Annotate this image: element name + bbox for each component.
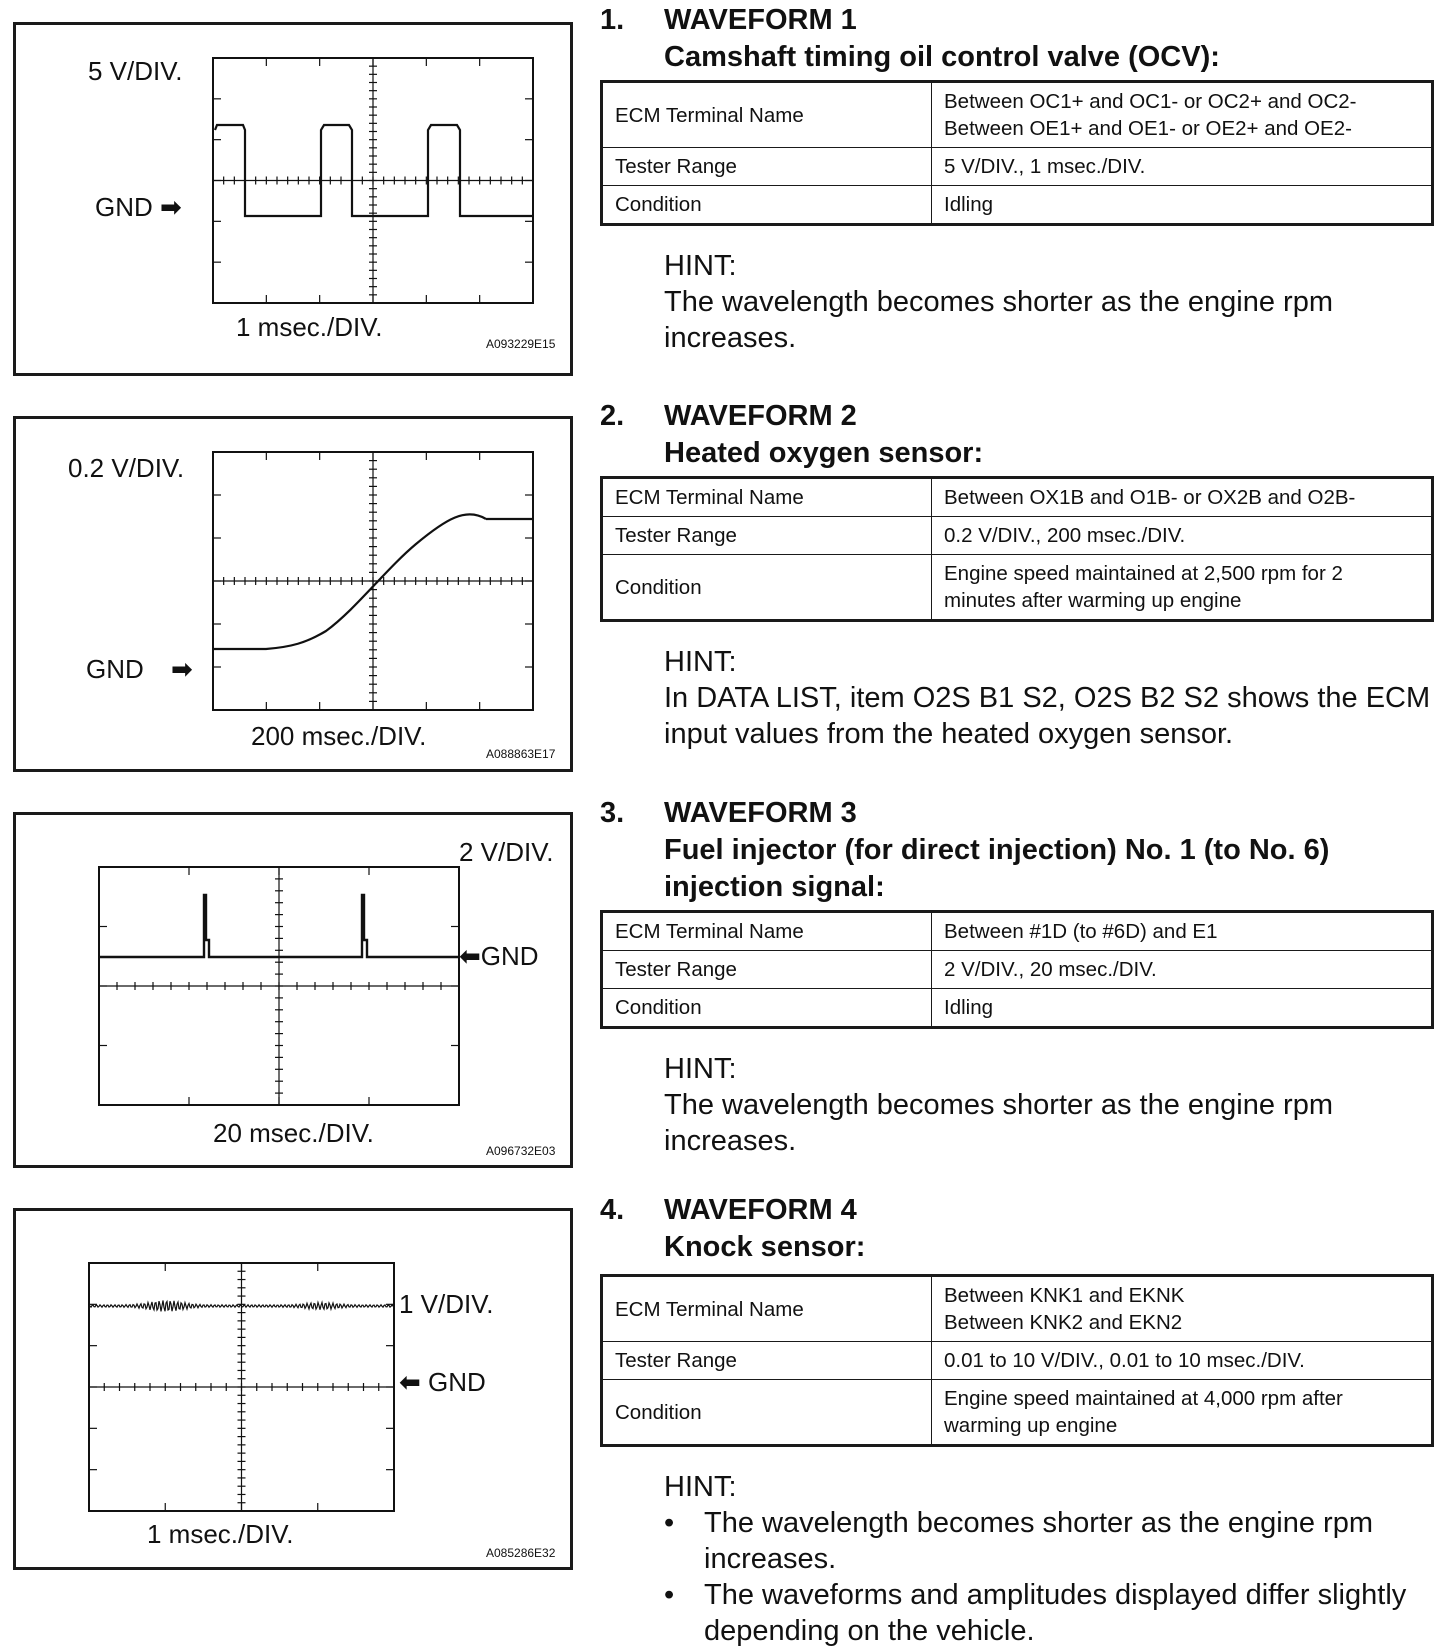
- waveform-3-section: [600, 795, 1436, 1159]
- waveform-1-section: [600, 2, 1436, 356]
- value-line: Between KNK1 and EKNK: [944, 1284, 1185, 1307]
- row-value: 5 V/DIV., 1 msec./DIV.: [932, 148, 1433, 186]
- table-row: [602, 555, 1433, 621]
- table-row: [602, 478, 1433, 517]
- arrow-left-icon: ⬅: [399, 1367, 421, 1397]
- section-subject: Fuel injector (for direct injection) No. 1 (to No. 6) injection signal:: [664, 834, 1330, 903]
- row-key: ECM Terminal Name: [602, 82, 932, 148]
- volt-div-label: 2 V/DIV.: [459, 837, 554, 867]
- waveform-3-figure: [13, 812, 573, 1168]
- value-line: Engine speed maintained at 4,000 rpm after: [944, 1387, 1343, 1410]
- section-subject: Knock sensor:: [664, 1231, 866, 1263]
- section-subject: Heated oxygen sensor:: [664, 437, 984, 469]
- oscilloscope-screen-4: [16, 1211, 570, 1567]
- row-key: Tester Range: [602, 1342, 932, 1380]
- arrow-left-icon: ⬅: [459, 941, 481, 971]
- row-value: [932, 82, 1433, 148]
- section-title: WAVEFORM 2: [664, 400, 857, 432]
- row-value: 2 V/DIV., 20 msec./DIV.: [932, 951, 1433, 989]
- hint-text: The wavelength becomes shorter as the engine rpm increases.: [664, 286, 1333, 354]
- value-line: Between OC1+ and OC1- or OC2+ and OC2-: [944, 90, 1357, 113]
- hint-text: The wavelength becomes shorter as the engine rpm increases.: [664, 1089, 1333, 1157]
- section-heading: [600, 2, 1436, 76]
- table-row: [602, 951, 1433, 989]
- table-row: [602, 1380, 1433, 1446]
- row-value: [932, 1276, 1433, 1342]
- arrow-right-icon: ➡: [171, 654, 193, 684]
- figure-id: A088863E17: [486, 747, 556, 761]
- row-value: Idling: [932, 989, 1433, 1028]
- time-div-label: 20 msec./DIV.: [213, 1118, 374, 1148]
- value-line: Between KNK2 and EKN2: [944, 1311, 1183, 1334]
- figure-id: A096732E03: [486, 1144, 556, 1158]
- row-key: Condition: [602, 555, 932, 621]
- hint-block: [664, 248, 1436, 356]
- section-number: 4.: [600, 1194, 625, 1226]
- section-heading: [600, 398, 1436, 472]
- hint-title: HINT:: [664, 1471, 737, 1503]
- gnd-marker: [459, 943, 539, 969]
- row-value: 0.2 V/DIV., 200 msec./DIV.: [932, 517, 1433, 555]
- row-key: ECM Terminal Name: [602, 478, 932, 517]
- arrow-right-icon: ➡: [160, 192, 182, 222]
- volt-div-label: 1 V/DIV.: [399, 1289, 494, 1319]
- hint-title: HINT:: [664, 1053, 737, 1085]
- row-key: Tester Range: [602, 951, 932, 989]
- ocv-pulse-trace: [215, 125, 533, 216]
- spec-table: [600, 80, 1434, 226]
- waveform-2-figure: [13, 416, 573, 772]
- waveform-2-section: [600, 398, 1436, 752]
- waveform-4-section: [600, 1192, 1436, 1649]
- gnd-label: GND: [95, 192, 153, 222]
- gnd-label: GND: [428, 1367, 486, 1397]
- table-row: [602, 82, 1433, 148]
- hint-bullet: • The waveforms and amplitudes displayed differ slightly depending on the vehicle.: [664, 1577, 1436, 1649]
- hint-block: [664, 1051, 1436, 1159]
- table-row: [602, 989, 1433, 1028]
- row-key: Condition: [602, 989, 932, 1028]
- row-value: Idling: [932, 186, 1433, 225]
- hint-block: [664, 644, 1436, 752]
- row-key: Tester Range: [602, 148, 932, 186]
- row-key: Condition: [602, 1380, 932, 1446]
- spec-table: [600, 1274, 1434, 1447]
- section-title: WAVEFORM 4: [664, 1194, 857, 1226]
- hint-bullet: • The wavelength becomes shorter as the engine rpm increases.: [664, 1505, 1436, 1577]
- section-heading: [600, 1192, 1436, 1266]
- table-row: [602, 148, 1433, 186]
- section-title: WAVEFORM 1: [664, 4, 857, 36]
- row-key: ECM Terminal Name: [602, 912, 932, 951]
- spec-table: [600, 910, 1434, 1029]
- hint-text: In DATA LIST, item O2S B1 S2, O2S B2 S2 shows the ECM input values from the heated oxygen sensor.: [664, 682, 1431, 750]
- time-div-label: 200 msec./DIV.: [251, 721, 427, 751]
- gnd-label: GND: [480, 941, 539, 971]
- volt-div-label: 5 V/DIV.: [88, 56, 183, 86]
- time-div-label: 1 msec./DIV.: [236, 312, 383, 342]
- table-row: [602, 1276, 1433, 1342]
- spec-table: [600, 476, 1434, 622]
- row-value: 0.01 to 10 V/DIV., 0.01 to 10 msec./DIV.: [932, 1342, 1433, 1380]
- section-title: WAVEFORM 3: [664, 797, 857, 829]
- table-row: [602, 186, 1433, 225]
- value-line: Between OE1+ and OE1- or OE2+ and OE2-: [944, 117, 1352, 140]
- row-key: Condition: [602, 186, 932, 225]
- gnd-label: GND: [86, 654, 144, 684]
- hint-block: [664, 1469, 1436, 1649]
- value-line: minutes after warming up engine: [944, 589, 1242, 612]
- table-row: [602, 517, 1433, 555]
- waveform-4-figure: [13, 1208, 573, 1570]
- figure-id: A093229E15: [486, 337, 556, 351]
- volt-div-label: 0.2 V/DIV.: [68, 453, 185, 483]
- gnd-marker: [86, 656, 193, 682]
- section-heading: [600, 795, 1436, 906]
- row-value: [932, 1380, 1433, 1446]
- row-value: Between OX1B and O1B- or OX2B and O2B-: [932, 478, 1433, 517]
- row-value: Between #1D (to #6D) and E1: [932, 912, 1433, 951]
- value-line: warming up engine: [944, 1414, 1118, 1437]
- section-subject: Camshaft timing oil control valve (OCV):: [664, 41, 1220, 73]
- section-number: 3.: [600, 797, 625, 829]
- value-line: Engine speed maintained at 2,500 rpm for 2: [944, 562, 1343, 585]
- waveform-1-figure: [13, 22, 573, 376]
- section-number: 1.: [600, 4, 625, 36]
- table-row: [602, 1342, 1433, 1380]
- section-number: 2.: [600, 400, 625, 432]
- gnd-marker: [95, 194, 182, 220]
- hint-title: HINT:: [664, 250, 737, 282]
- gnd-marker: [399, 1369, 486, 1395]
- table-row: [602, 912, 1433, 951]
- row-key: Tester Range: [602, 517, 932, 555]
- time-div-label: 1 msec./DIV.: [147, 1519, 294, 1549]
- oscilloscope-screen-3: [16, 815, 570, 1165]
- figure-id: A085286E32: [486, 1546, 556, 1560]
- hint-list: [664, 1505, 1436, 1649]
- row-value: [932, 555, 1433, 621]
- hint-title: HINT:: [664, 646, 737, 678]
- row-key: ECM Terminal Name: [602, 1276, 932, 1342]
